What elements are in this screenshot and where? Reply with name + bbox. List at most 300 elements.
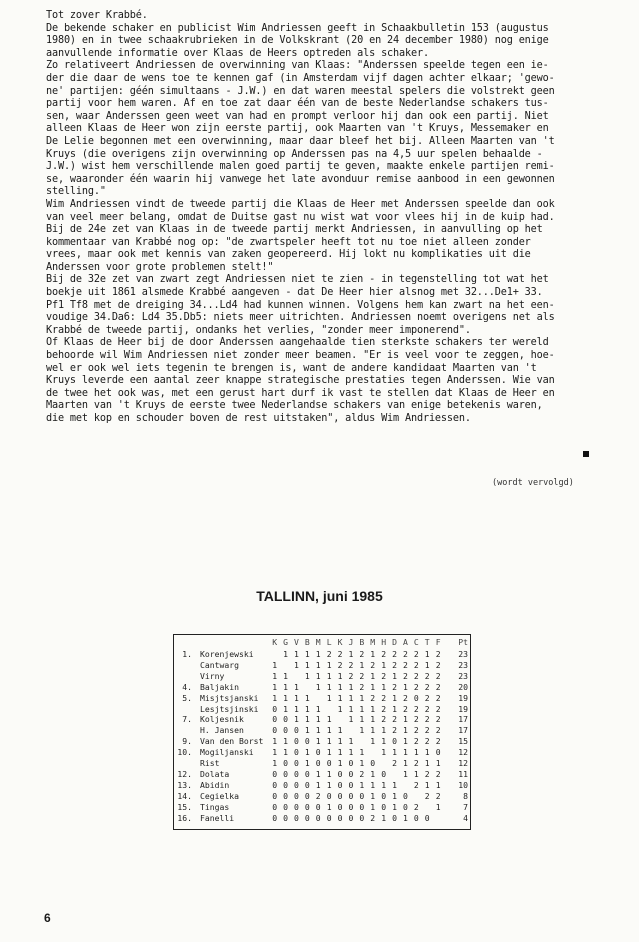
game-result: 2 <box>413 714 419 725</box>
crosstable-row <box>174 736 470 747</box>
game-result: 1 <box>348 736 354 747</box>
article-line: sen, waar Anderssen geen weet van had en prompt verloor hij dan ook een partij. Niet <box>46 110 549 122</box>
column-letter: M <box>370 637 376 647</box>
player-rank: 13. <box>177 779 192 790</box>
player-points: 8 <box>463 790 468 801</box>
game-result: 1 <box>304 725 310 736</box>
game-result: 0 <box>413 692 419 703</box>
game-result: 2 <box>348 670 354 681</box>
article-line: Kruys leverde een aantal zeer knappe strategische prestaties tegen Anderssen. Wie van <box>46 375 555 387</box>
game-result: 1 <box>337 758 343 768</box>
game-result: 1 <box>294 714 299 725</box>
game-result: 0 <box>272 801 278 812</box>
game-result: 1 <box>424 747 430 758</box>
player-points: 12 <box>458 758 468 768</box>
game-result: 1 <box>370 790 376 801</box>
game-result: 2 <box>424 681 430 692</box>
game-result: 1 <box>315 649 321 659</box>
column-letter: V <box>294 637 299 647</box>
game-result: 0 <box>272 714 278 725</box>
game-result: 2 <box>337 659 343 670</box>
game-result: 0 <box>359 790 365 801</box>
column-letter: B <box>304 637 310 647</box>
game-result: 2 <box>413 703 419 714</box>
game-result: 1 <box>304 670 310 681</box>
player-name: Cegielka <box>200 790 239 801</box>
player-name: Virny <box>200 670 225 681</box>
player-rank: 10. <box>177 747 192 758</box>
player-points: 11 <box>458 768 468 779</box>
game-result: 1 <box>272 670 278 681</box>
game-result: 1 <box>435 758 441 768</box>
player-name: Baljakin <box>200 681 239 692</box>
game-result: 1 <box>326 736 332 747</box>
game-result: 2 <box>370 659 376 670</box>
article-line: Bij de 24e zet van Klaas in de tweede partij merkt Andriessen, in aanvulling op het <box>46 224 543 236</box>
article-line: stelling." <box>46 186 106 198</box>
game-result: 2 <box>403 703 408 714</box>
game-result: 0 <box>294 736 299 747</box>
game-result: 1 <box>348 692 354 703</box>
game-result: 0 <box>413 812 419 823</box>
game-result: 1 <box>283 747 288 758</box>
player-points: 12 <box>458 747 468 758</box>
game-result: 0 <box>294 768 299 779</box>
crosstable-row <box>174 802 470 813</box>
page-number: 6 <box>44 911 51 925</box>
game-result: 1 <box>294 692 299 703</box>
crosstable-row <box>174 704 470 715</box>
player-rank: 12. <box>177 768 192 779</box>
column-letter: F <box>435 637 441 647</box>
article-line: voudige 34.Da6: Ld4 35.Db5: niets meer uitrichten. Andriessen noemt overigens net als <box>46 312 555 324</box>
player-name: Van den Borst <box>200 736 264 747</box>
player-name: Rist <box>200 758 220 768</box>
game-result: 2 <box>435 725 441 736</box>
game-result: 0 <box>304 801 310 812</box>
game-result: 0 <box>435 747 441 758</box>
game-result: 1 <box>359 758 365 768</box>
player-name: Koljesnik <box>200 714 244 725</box>
game-result: 0 <box>315 812 321 823</box>
player-points: 23 <box>458 659 468 670</box>
game-result: 1 <box>424 659 430 670</box>
game-result: 0 <box>337 790 343 801</box>
game-result: 2 <box>424 736 430 747</box>
game-result: 1 <box>326 747 332 758</box>
player-rank: 1. <box>182 649 192 659</box>
game-result: 1 <box>294 659 299 670</box>
game-result: 2 <box>392 725 397 736</box>
game-result: 1 <box>304 703 310 714</box>
game-result: 2 <box>403 670 408 681</box>
player-points: 17 <box>458 725 468 736</box>
article-line: 1980) en in twee schaakrubrieken in de Volkskrant (20 en 24 december 1980) nog enige <box>46 35 549 47</box>
end-of-article-mark <box>583 451 589 457</box>
game-result: 1 <box>272 758 278 768</box>
game-result: 0 <box>294 725 299 736</box>
tournament-heading: TALLINN, juni 1985 <box>256 588 383 604</box>
game-result: 0 <box>337 801 343 812</box>
game-result: 1 <box>315 736 321 747</box>
game-result: 1 <box>348 649 354 659</box>
article-line: partij voor hem waren. Af en toe zat daar één van de beste Nederlandse schakers tus- <box>46 98 549 110</box>
game-result: 0 <box>392 736 397 747</box>
game-result: 2 <box>424 703 430 714</box>
game-result: 1 <box>272 681 278 692</box>
game-result: 2 <box>381 649 387 659</box>
game-result: 1 <box>326 714 332 725</box>
game-result: 2 <box>435 736 441 747</box>
game-result: 1 <box>381 747 387 758</box>
article-line: Kruys (die overigens zijn overwinning op Anderssen pas na 4,5 uur spelen behaalde - <box>46 148 543 160</box>
player-points: 10 <box>458 779 468 790</box>
game-result: 0 <box>381 768 387 779</box>
player-points: 19 <box>458 703 468 714</box>
player-name: Lesjtsjinski <box>200 703 259 714</box>
article-line: Tot zover Krabbé. <box>46 10 148 21</box>
game-result: 0 <box>304 812 310 823</box>
game-result: 1 <box>359 714 365 725</box>
player-points: 17 <box>458 714 468 725</box>
game-result: 1 <box>272 692 278 703</box>
game-result: 1 <box>359 747 365 758</box>
crosstable-header <box>174 637 470 648</box>
article-text <box>46 10 611 426</box>
game-result: 0 <box>272 779 278 790</box>
game-result: 1 <box>403 812 408 823</box>
game-result: 0 <box>337 768 343 779</box>
game-result: 2 <box>381 670 387 681</box>
crosstable-row <box>174 649 470 660</box>
game-result: 2 <box>315 790 321 801</box>
game-result: 1 <box>392 692 397 703</box>
game-result: 1 <box>326 681 332 692</box>
game-result: 0 <box>392 812 397 823</box>
game-result: 2 <box>381 714 387 725</box>
game-result: 0 <box>348 758 354 768</box>
game-result: 2 <box>359 768 365 779</box>
game-result: 2 <box>392 659 397 670</box>
game-result: 1 <box>326 768 332 779</box>
game-result: 1 <box>294 681 299 692</box>
player-rank: 14. <box>177 790 192 801</box>
article-line: wel er ook wel iets tegenin te brengen is, want de andere kandidaat Maarten van 't <box>46 362 537 374</box>
game-result: 2 <box>381 703 387 714</box>
game-result: 2 <box>413 736 419 747</box>
game-result: 1 <box>304 659 310 670</box>
game-result: 2 <box>424 670 430 681</box>
game-result: 2 <box>435 790 441 801</box>
game-result: 1 <box>370 736 376 747</box>
player-points: 4 <box>463 812 468 823</box>
article-line: behoorde wil Wim Andriessen niet zonder meer beamen. "Er is veel voor te zeggen, hoe- <box>46 350 555 362</box>
column-letter: H <box>381 637 387 647</box>
game-result: 0 <box>304 779 310 790</box>
game-result: 1 <box>370 714 376 725</box>
game-result: 0 <box>283 779 288 790</box>
game-result: 0 <box>348 790 354 801</box>
crosstable-row <box>174 660 470 671</box>
game-result: 1 <box>381 659 387 670</box>
game-result: 1 <box>403 736 408 747</box>
game-result: 1 <box>315 714 321 725</box>
article-line: Pf1 Tf8 met de dreiging 34...Ld4 had kunnen winnen. Volgens hem kan zwart na het een- <box>46 299 555 311</box>
game-result: 2 <box>392 758 397 768</box>
game-result: 0 <box>337 779 343 790</box>
player-name: Misjtsjanski <box>200 692 259 703</box>
game-result: 1 <box>337 670 343 681</box>
article-line: Of Klaas de Heer bij de door Anderssen aangehaalde tien sterkste schakers ter wereld <box>46 337 549 349</box>
game-result: 0 <box>359 801 365 812</box>
game-result: 0 <box>348 779 354 790</box>
article-line: die met kop en schouder boven de rest uitstaken", aldus Wim Andriessen. <box>46 413 471 424</box>
column-letter: B <box>359 637 365 647</box>
game-result: 1 <box>272 736 278 747</box>
article-line: Anderssen voor grote problemen stelt!" <box>46 261 274 273</box>
game-result: 0 <box>337 812 343 823</box>
game-result: 1 <box>326 659 332 670</box>
crosstable-row <box>174 813 470 824</box>
player-rank: 4. <box>182 681 192 692</box>
game-result: 2 <box>392 681 397 692</box>
game-result: 1 <box>283 681 288 692</box>
game-result: 0 <box>359 812 365 823</box>
player-name: Abidin <box>200 779 230 790</box>
game-result: 0 <box>272 725 278 736</box>
game-result: 1 <box>413 768 419 779</box>
game-result: 0 <box>326 758 332 768</box>
game-result: 0 <box>315 747 321 758</box>
game-result: 2 <box>403 659 408 670</box>
game-result: 0 <box>272 790 278 801</box>
game-result: 0 <box>283 790 288 801</box>
crosstable-row <box>174 758 470 769</box>
game-result: 2 <box>392 649 397 659</box>
game-result: 1 <box>315 703 321 714</box>
game-result: 0 <box>294 758 299 768</box>
game-result: 1 <box>370 725 376 736</box>
game-result: 2 <box>424 768 430 779</box>
game-result: 1 <box>326 725 332 736</box>
game-result: 0 <box>283 801 288 812</box>
game-result: 1 <box>283 692 288 703</box>
tournament-crosstable <box>173 634 471 830</box>
game-result: 0 <box>348 812 354 823</box>
game-result: 2 <box>435 681 441 692</box>
game-result: 0 <box>424 812 430 823</box>
game-result: 2 <box>403 692 408 703</box>
game-result: 1 <box>326 670 332 681</box>
game-result: 2 <box>413 801 419 812</box>
game-result: 0 <box>326 812 332 823</box>
game-result: 1 <box>348 703 354 714</box>
article-line: De Lelie begonnen met een overwinning, maar daar bleef het bij. Alleen Maarten van 't <box>46 135 555 147</box>
game-result: 2 <box>413 758 419 768</box>
game-result: 0 <box>283 725 288 736</box>
game-result: 1 <box>392 747 397 758</box>
game-result: 1 <box>337 692 343 703</box>
game-result: 2 <box>413 659 419 670</box>
game-result: 0 <box>294 812 299 823</box>
crosstable-row <box>174 682 470 693</box>
article-line: J.W.) wist hem verschillende malen goed partij te geven, maakte enkele partijen remi- <box>46 161 555 173</box>
crosstable-row <box>174 791 470 802</box>
game-result: 1 <box>283 670 288 681</box>
game-result: 0 <box>381 790 387 801</box>
game-result: 2 <box>424 692 430 703</box>
game-result: 2 <box>381 692 387 703</box>
game-result: 1 <box>381 736 387 747</box>
game-result: 2 <box>337 649 343 659</box>
game-result: 2 <box>413 649 419 659</box>
game-result: 1 <box>403 747 408 758</box>
game-result: 2 <box>435 768 441 779</box>
game-result: 2 <box>326 649 332 659</box>
game-result: 1 <box>392 790 397 801</box>
article-line: kommentaar van Krabbé nog op: "de zwartspeler heeft tot nu toe niet alleen zonder <box>46 236 531 248</box>
game-result: 0 <box>381 801 387 812</box>
game-result: 0 <box>283 758 288 768</box>
game-result: 1 <box>359 779 365 790</box>
game-result: 0 <box>283 768 288 779</box>
player-rank: 7. <box>182 714 192 725</box>
game-result: 2 <box>413 670 419 681</box>
player-name: Korenjewski <box>200 649 254 659</box>
game-result: 1 <box>370 779 376 790</box>
game-result: 0 <box>370 758 376 768</box>
player-name: H. Jansen <box>200 725 244 736</box>
game-result: 1 <box>370 670 376 681</box>
game-result: 1 <box>392 703 397 714</box>
game-result: 0 <box>326 790 332 801</box>
game-result: 2 <box>435 703 441 714</box>
game-result: 0 <box>294 801 299 812</box>
game-result: 2 <box>413 681 419 692</box>
game-result: 0 <box>272 703 278 714</box>
continued-note: (wordt vervolgd) <box>492 478 574 488</box>
player-name: Tingas <box>200 801 230 812</box>
column-letter: C <box>413 637 419 647</box>
article-line: se, waaronder één waarin hij vanwege het late avonduur remise aanbood in een gewonnen <box>46 173 555 185</box>
game-result: 1 <box>315 779 321 790</box>
game-result: 2 <box>413 725 419 736</box>
game-result: 1 <box>381 812 387 823</box>
crosstable-row <box>174 780 470 791</box>
game-result: 1 <box>348 747 354 758</box>
player-points: 7 <box>463 801 468 812</box>
game-result: 1 <box>304 747 310 758</box>
game-result: 1 <box>315 725 321 736</box>
article-line: Bij de 32e zet van zwart zegt Andriessen niet te zien - in tegenstelling tot wat het <box>46 274 549 286</box>
game-result: 1 <box>424 649 430 659</box>
game-result: 1 <box>315 768 321 779</box>
crosstable-row <box>174 769 470 780</box>
game-result: 1 <box>359 703 365 714</box>
game-result: 0 <box>348 768 354 779</box>
game-result: 1 <box>392 779 397 790</box>
game-result: 1 <box>304 649 310 659</box>
player-rank: 9. <box>182 736 192 747</box>
game-result: 1 <box>403 681 408 692</box>
game-result: 1 <box>348 714 354 725</box>
column-letter: T <box>424 637 430 647</box>
game-result: 0 <box>304 736 310 747</box>
column-letter: K <box>337 637 343 647</box>
game-result: 1 <box>294 649 299 659</box>
game-result: 1 <box>315 659 321 670</box>
game-result: 0 <box>294 747 299 758</box>
player-points: 20 <box>458 681 468 692</box>
game-result: 1 <box>315 681 321 692</box>
column-letter: L <box>326 637 332 647</box>
article-line: Wim Andriessen vindt de tweede partij die Klaas de Heer met Anderssen speelde dan ook <box>46 198 555 210</box>
game-result: 1 <box>370 801 376 812</box>
game-result: 1 <box>381 779 387 790</box>
player-name: Cantwarg <box>200 659 239 670</box>
game-result: 1 <box>283 649 288 659</box>
game-result: 1 <box>337 747 343 758</box>
game-result: 2 <box>359 649 365 659</box>
game-result: 0 <box>348 801 354 812</box>
game-result: 1 <box>435 801 441 812</box>
article-line: de twee het ook was, met een gerust hart durf ik vast te stellen dat Klaas de Heer en <box>46 387 555 399</box>
game-result: 1 <box>381 725 387 736</box>
article-line: van veel meer belang, omdat de Duitse gast nu wist wat voor vlees hij in de kuip had. <box>46 211 555 223</box>
game-result: 0 <box>272 768 278 779</box>
article-line: De bekende schaker en publicist Wim Andriessen geeft in Schaakbulletin 153 (augustus <box>46 22 549 34</box>
game-result: 1 <box>326 779 332 790</box>
column-letter: K <box>272 637 278 647</box>
game-result: 1 <box>359 692 365 703</box>
game-result: 1 <box>381 681 387 692</box>
game-result: 1 <box>326 692 332 703</box>
points-header: Pt <box>458 637 468 647</box>
game-result: 2 <box>435 714 441 725</box>
game-result: 0 <box>304 768 310 779</box>
game-result: 0 <box>294 790 299 801</box>
game-result: 1 <box>272 747 278 758</box>
game-result: 2 <box>435 670 441 681</box>
game-result: 1 <box>348 681 354 692</box>
crosstable-row <box>174 747 470 758</box>
game-result: 2 <box>413 779 419 790</box>
game-result: 0 <box>403 801 408 812</box>
game-result: 0 <box>294 779 299 790</box>
game-result: 2 <box>435 692 441 703</box>
game-result: 2 <box>424 714 430 725</box>
game-result: 1 <box>392 670 397 681</box>
game-result: 1 <box>304 692 310 703</box>
game-result: 1 <box>370 649 376 659</box>
game-result: 0 <box>283 812 288 823</box>
game-result: 2 <box>424 790 430 801</box>
game-result: 2 <box>435 659 441 670</box>
player-points: 23 <box>458 670 468 681</box>
column-letter: J <box>348 637 354 647</box>
game-result: 1 <box>424 758 430 768</box>
player-name: Dolata <box>200 768 230 779</box>
article-line: Krabbé de tweede partij, ondanks het verlies, "zonder meer imponerend". <box>46 324 471 336</box>
game-result: 0 <box>272 812 278 823</box>
game-result: 1 <box>326 801 332 812</box>
game-result: 1 <box>370 768 376 779</box>
player-points: 15 <box>458 736 468 747</box>
crosstable-row <box>174 714 470 725</box>
game-result: 0 <box>304 790 310 801</box>
player-name: Fanelli <box>200 812 235 823</box>
crosstable-row <box>174 725 470 736</box>
